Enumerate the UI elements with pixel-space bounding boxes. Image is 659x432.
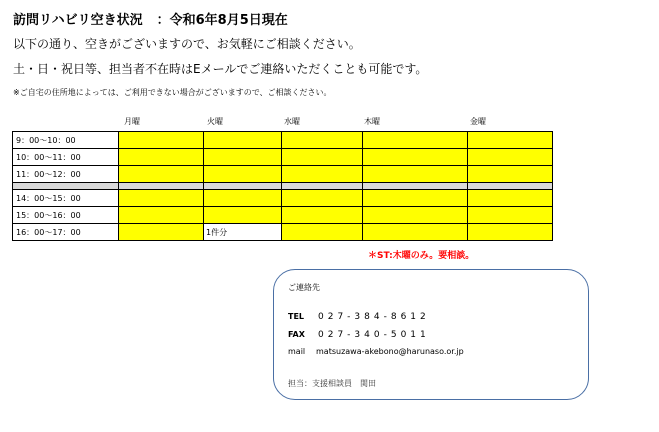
contact-info-line: 土・日・祝日等、担当者不在時はEメールでご連絡いただくことも可能です。 [13,62,428,76]
time-slot: 15：00～16：00 [13,207,119,224]
slot-thursday [363,207,468,224]
table-row [13,190,553,207]
contact-title: ご連絡先 [288,283,320,292]
schedule-table [12,131,553,241]
slot-friday [468,132,553,149]
title-date: ：令和6年8月5日現在 [156,13,288,28]
day-header-friday: 金曜 [470,117,486,126]
table-row [13,207,553,224]
contact-fax [288,330,430,340]
contact-box [273,269,589,400]
contact-staff: 担当：支援相談員 関田 [288,379,376,388]
time-slot: 16：00～17：00 [13,224,119,241]
day-header-wednesday: 水曜 [284,117,300,126]
slot-tuesday [204,132,282,149]
slot-monday [119,224,204,241]
table-row [13,149,553,166]
lunch-separator-row [13,183,553,190]
slot-tuesday [204,166,282,183]
fax-number: 027-340-5011 [318,330,430,340]
slot-wednesday [282,207,363,224]
slot-tuesday [204,207,282,224]
slot-tuesday-note: 1件分 [204,224,282,241]
slot-wednesday [282,132,363,149]
time-slot: 9：00～10：00 [13,132,119,149]
title-main: 訪問リハビリ空き状況 [13,13,143,28]
slot-friday [468,149,553,166]
day-header-thursday: 木曜 [364,117,380,126]
slot-thursday [363,190,468,207]
slot-tuesday [204,190,282,207]
intro-line: 以下の通り、空きがございますので、お気軽にご相談ください。 [13,37,361,51]
time-slot: 10：00～11：00 [13,149,119,166]
time-slot: 14：00～15：00 [13,190,119,207]
slot-thursday [363,166,468,183]
tel-number: 027-384-8612 [318,312,430,322]
day-header-monday: 月曜 [124,117,140,126]
slot-friday [468,207,553,224]
table-row [13,132,553,149]
slot-tuesday [204,149,282,166]
slot-monday [119,149,204,166]
slot-wednesday [282,149,363,166]
slot-friday [468,224,553,241]
slot-thursday [363,224,468,241]
slot-monday [119,207,204,224]
slot-thursday [363,149,468,166]
mail-label: mail [288,347,306,356]
slot-wednesday [282,166,363,183]
fax-label: FAX [288,330,305,339]
day-header-tuesday: 火曜 [207,117,223,126]
slot-friday [468,190,553,207]
slot-thursday [363,132,468,149]
st-note: ＊ST:木曜のみ。要相談。 [368,251,475,261]
slot-monday [119,132,204,149]
table-row [13,166,553,183]
mail-address[interactable]: matsuzawa-akebono@harunaso.or.jp [316,347,464,356]
contact-tel [288,312,430,322]
time-slot: 11：00～12：00 [13,166,119,183]
table-row [13,224,553,241]
slot-wednesday [282,190,363,207]
slot-monday [119,166,204,183]
page-title [13,9,288,28]
slot-monday [119,190,204,207]
slot-wednesday [282,224,363,241]
tel-label: TEL [288,312,305,321]
slot-friday [468,166,553,183]
contact-mail [288,347,464,356]
address-note: ※ご自宅の住所地によっては、ご利用できない場合がございますので、ご相談ください。 [13,88,332,97]
